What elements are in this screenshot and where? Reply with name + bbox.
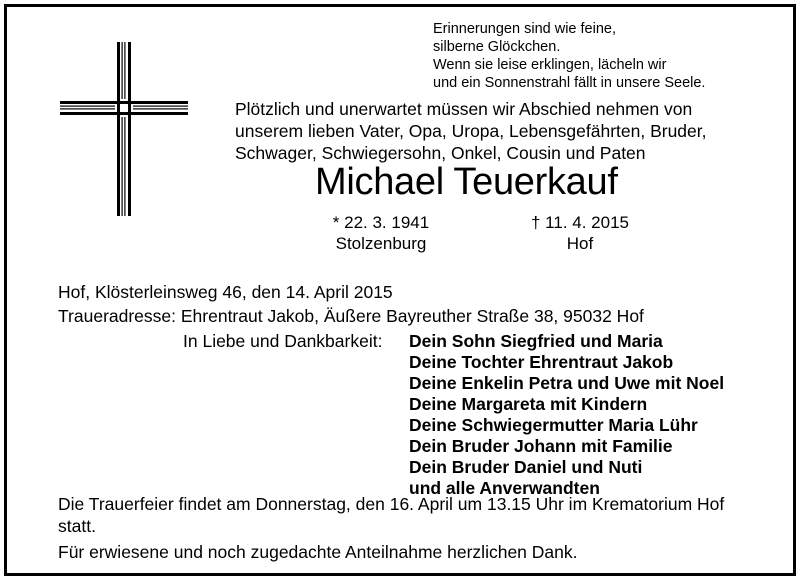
- trauer-address: Traueradresse: Ehrentraut Jakob, Äußere Bayreuther Straße 38, 95032 Hof: [58, 306, 644, 326]
- intro-line: Schwager, Schwiegersohn, Onkel, Cousin und Paten: [235, 143, 646, 163]
- birth-place: Stolzenburg: [335, 234, 427, 253]
- birth-date: * 22. 3. 1941: [332, 213, 430, 232]
- death-date: † 11. 4. 2015: [531, 213, 629, 232]
- poem-line: Erinnerungen sind wie feine,: [433, 21, 616, 37]
- mourner: Deine Margareta mit Kindern: [409, 394, 648, 414]
- mourner: Deine Tochter Ehrentraut Jakob: [409, 352, 674, 372]
- mourner: Dein Bruder Johann mit Familie: [409, 436, 673, 456]
- mourner: Dein Bruder Daniel und Nuti: [409, 457, 643, 477]
- funeral-info: Die Trauerfeier findet am Donnerstag, den 16. April um 13.15 Uhr im Krematorium Hof statt.: [58, 494, 725, 536]
- poem-line: Wenn sie leise erklingen, lächeln wir: [433, 57, 667, 73]
- poem: [433, 20, 705, 92]
- intro-line: Plötzlich und unerwartet müssen wir Abschied nehmen von: [235, 99, 693, 119]
- death-info: [520, 212, 640, 254]
- thanks-text: Für erwiesene und noch zugedachte Anteilnahme herzlichen Dank.: [58, 542, 578, 562]
- mourner: Dein Sohn Siegfried und Maria: [409, 331, 663, 351]
- deceased-name: Michael Teuerkauf: [315, 161, 618, 203]
- poem-line: silberne Glöckchen.: [433, 39, 561, 55]
- place-date: Hof, Klösterleinsweg 46, den 14. April 2015: [58, 282, 393, 302]
- intro-line: unserem lieben Vater, Opa, Uropa, Lebensgefährten, Bruder,: [235, 121, 707, 141]
- mourner: und alle Anverwandten: [409, 478, 600, 498]
- mourners-list: [409, 331, 724, 499]
- mourner: Deine Enkelin Petra und Uwe mit Noel: [409, 373, 725, 393]
- death-place: Hof: [566, 234, 594, 253]
- birth-info: [318, 212, 444, 254]
- poem-line: und ein Sonnenstrahl fällt in unsere Seele.: [433, 75, 706, 91]
- cross-icon: [60, 42, 188, 216]
- intro-text: [235, 98, 707, 164]
- dank-label: In Liebe und Dankbarkeit:: [183, 331, 383, 351]
- mourner: Deine Schwiegermutter Maria Lühr: [409, 415, 698, 435]
